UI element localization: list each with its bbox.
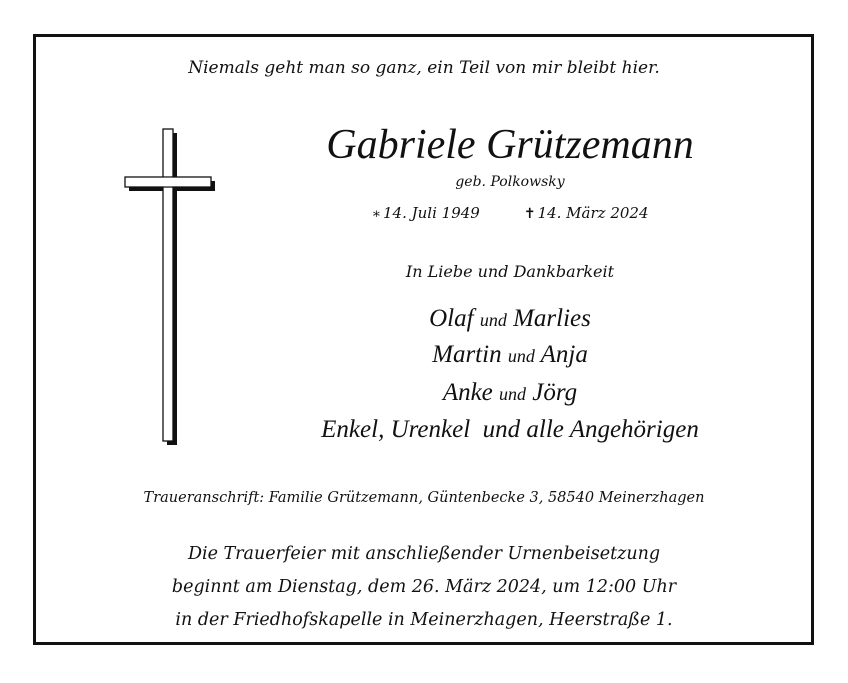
family-line bbox=[280, 341, 740, 369]
family-joiner: und bbox=[499, 384, 527, 404]
family-name: Marlies bbox=[513, 305, 591, 332]
family-name: Martin bbox=[432, 341, 502, 368]
family-closing: Enkel, Urenkel und alle Angehörigen bbox=[321, 416, 699, 443]
mourning-address: Traueranschrift: Familie Grützemann, Güntenbecke 3, 58540 Meinerzhagen bbox=[143, 490, 705, 506]
ceremony-line: Die Trauerfeier mit anschließender Urnenbeisetzung bbox=[187, 544, 661, 564]
dedication-text: In Liebe und Dankbarkeit bbox=[405, 262, 615, 281]
family-name: Anja bbox=[540, 341, 588, 368]
birth-star-icon: ∗ bbox=[371, 206, 381, 222]
motto-text: Niemals geht man so ganz, ein Teil von mir bleibt hier. bbox=[188, 58, 660, 78]
family-name: Anke bbox=[442, 379, 493, 406]
family-line bbox=[280, 379, 740, 407]
birth-date: 14. Juli 1949 bbox=[382, 204, 480, 222]
family-joiner: und bbox=[507, 346, 535, 366]
family-name: Olaf bbox=[429, 305, 474, 332]
deceased-name: Gabriele Grützemann bbox=[326, 122, 694, 168]
family-name: Jörg bbox=[532, 379, 578, 406]
family-joiner: und bbox=[479, 310, 507, 330]
death-date: 14. März 2024 bbox=[537, 204, 649, 222]
ceremony-line: in der Friedhofskapelle in Meinerzhagen, Heerstraße 1. bbox=[175, 610, 673, 630]
latin-cross-icon bbox=[120, 125, 220, 450]
death-cross-icon: ✝ bbox=[523, 206, 536, 222]
life-dates bbox=[300, 204, 720, 222]
ceremony-line: beginnt am Dienstag, dem 26. März 2024, um 12:00 Uhr bbox=[171, 577, 677, 597]
maiden-name: geb. Polkowsky bbox=[455, 174, 565, 190]
family-line bbox=[280, 305, 740, 333]
